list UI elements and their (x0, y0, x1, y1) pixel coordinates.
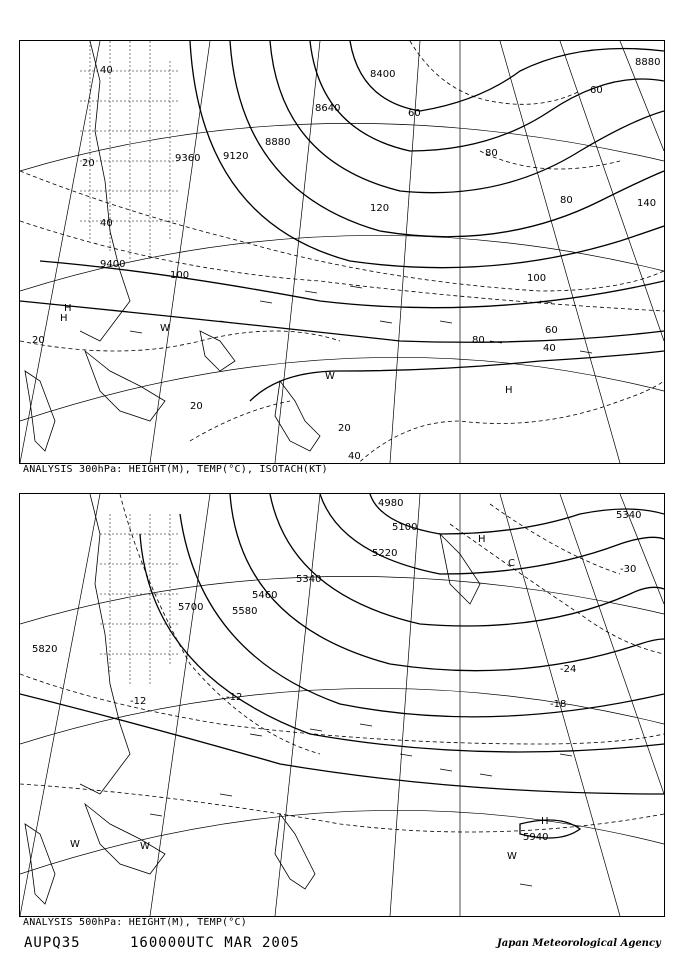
isotach-label: 60 (590, 85, 603, 96)
height-label: 9400 (100, 259, 126, 270)
warm-center-label: W (160, 323, 170, 334)
temperature-label: -30 (620, 564, 637, 575)
cold-center-label: C (508, 558, 515, 569)
height-label: 8400 (370, 69, 396, 80)
high-center-label: H (60, 313, 68, 324)
isotach-label: 120 (370, 203, 390, 214)
height-label: 9360 (175, 153, 201, 164)
height-label: 8880 (635, 57, 661, 68)
isotach-label: 100 (527, 273, 547, 284)
analysis-500hpa-map (19, 493, 665, 917)
isotach-label: 80 (485, 148, 498, 159)
isotach-contours (20, 41, 664, 463)
height-label: 5220 (372, 548, 398, 559)
isotach-label: 20 (82, 158, 95, 169)
temperature-label: -18 (550, 699, 567, 710)
high-center-label: H (64, 303, 72, 314)
height-label: 8880 (265, 137, 291, 148)
high-center-label: H (505, 385, 513, 396)
height-label: 4980 (378, 498, 404, 509)
height-label: 9120 (223, 151, 249, 162)
isotach-label: 40 (100, 65, 113, 76)
isotach-label: 40 (100, 218, 113, 229)
temperature-label: -12 (226, 692, 243, 703)
analysis-300hpa-map (19, 40, 665, 464)
height-label: 8640 (315, 103, 341, 114)
height-label: 5100 (392, 522, 418, 533)
warm-center-label: W (140, 841, 150, 852)
chart-identifier: AUPQ35 (24, 935, 81, 951)
graticule (20, 41, 664, 463)
isotach-label: 80 (560, 195, 573, 206)
warm-center-label: W (325, 371, 335, 382)
isotach-label: 60 (545, 325, 558, 336)
high-center-label: H (478, 534, 486, 545)
isotach-label: 20 (190, 401, 203, 412)
height-label: 5700 (178, 602, 204, 613)
height-label: 5340 (616, 510, 642, 521)
isotach-label: 40 (543, 343, 556, 354)
map-300hpa-svg (20, 41, 664, 463)
warm-center-label: W (70, 839, 80, 850)
isotach-label: 40 (348, 451, 361, 462)
map-500-labels (32, 498, 641, 862)
map-500hpa-svg (20, 494, 664, 916)
caption-300hpa: ANALYSIS 300hPa: HEIGHT(M), TEMP(°C), ISOTACH(KT) (23, 464, 328, 475)
isotach-label: 100 (170, 270, 190, 281)
high-center-label: H (541, 816, 549, 827)
height-label: 5460 (252, 590, 278, 601)
isotach-label: 60 (408, 108, 421, 119)
height-label: 5940 (523, 832, 549, 843)
warm-center-label: W (507, 851, 517, 862)
caption-500hpa: ANALYSIS 500hPa: HEIGHT(M), TEMP(°C) (23, 917, 247, 928)
valid-time: 160000UTC MAR 2005 (130, 935, 300, 951)
isotach-label: 80 (472, 335, 485, 346)
height-label: 5580 (232, 606, 258, 617)
temperature-label: -12 (130, 696, 147, 707)
agency-name: Japan Meteorological Agency (497, 938, 661, 949)
isotach-label: 20 (32, 335, 45, 346)
height-label: 5820 (32, 644, 58, 655)
height-label: 5340 (296, 574, 322, 585)
isotach-label: 20 (338, 423, 351, 434)
coastline (25, 41, 320, 451)
isotach-label: 140 (637, 198, 657, 209)
coastline (25, 494, 480, 904)
temperature-label: -24 (560, 664, 577, 675)
